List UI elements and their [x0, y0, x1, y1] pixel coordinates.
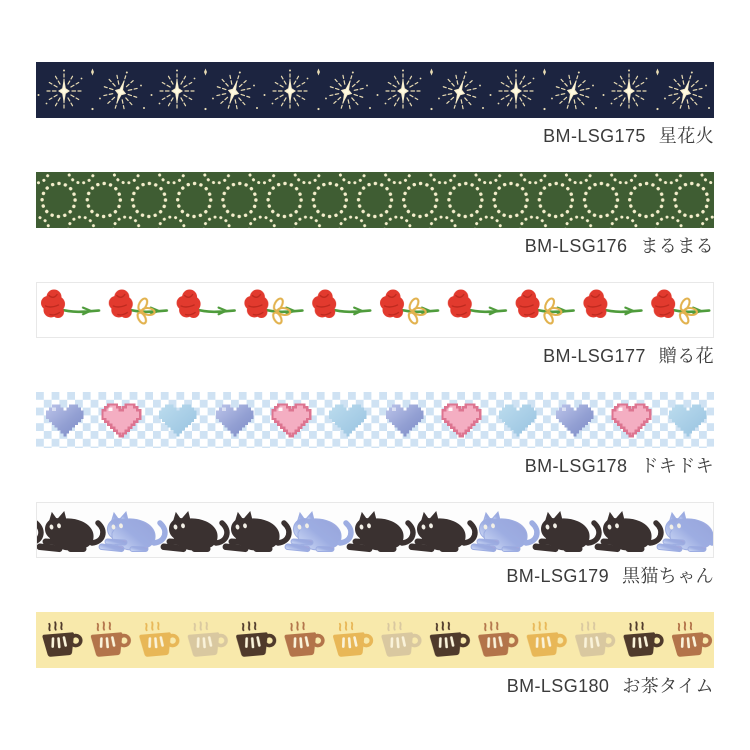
tape-label [36, 677, 714, 697]
tape-sample-pixel-hearts [36, 392, 714, 448]
tape-sample-cats [36, 502, 714, 558]
tape-code: BM-LSG176 [524, 236, 628, 256]
tape-code: BM-LSG175 [543, 126, 646, 146]
tape-row-dotted-circles [36, 172, 714, 257]
tape-label [36, 567, 714, 587]
tape-name: 黒猫ちゃん [622, 566, 714, 586]
tape-label [36, 347, 714, 367]
tape-name: まるまる [640, 236, 714, 256]
tape-code: BM-LSG177 [543, 346, 646, 366]
tape-label [36, 457, 714, 477]
tape-label [36, 237, 714, 257]
tape-sample-dotted-circles [36, 172, 714, 228]
tape-sample-carnations [36, 282, 714, 338]
tape-label [36, 127, 714, 147]
tape-code: BM-LSG180 [506, 676, 610, 696]
tape-sample-coffee-cups [36, 612, 714, 668]
tape-code: BM-LSG179 [506, 566, 609, 586]
tape-code: BM-LSG178 [524, 456, 628, 476]
tape-name: 贈る花 [658, 346, 714, 366]
tape-name: 星花火 [658, 126, 714, 146]
tape-row-coffee-cups [36, 612, 714, 697]
tape-sample-fireworks [36, 62, 714, 118]
tape-row-cats [36, 502, 714, 587]
tape-row-fireworks [36, 62, 714, 147]
tape-row-carnations [36, 282, 714, 367]
tape-name: ドキドキ [640, 456, 714, 476]
tape-row-pixel-hearts [36, 392, 714, 477]
tape-name: お茶タイム [622, 676, 714, 696]
